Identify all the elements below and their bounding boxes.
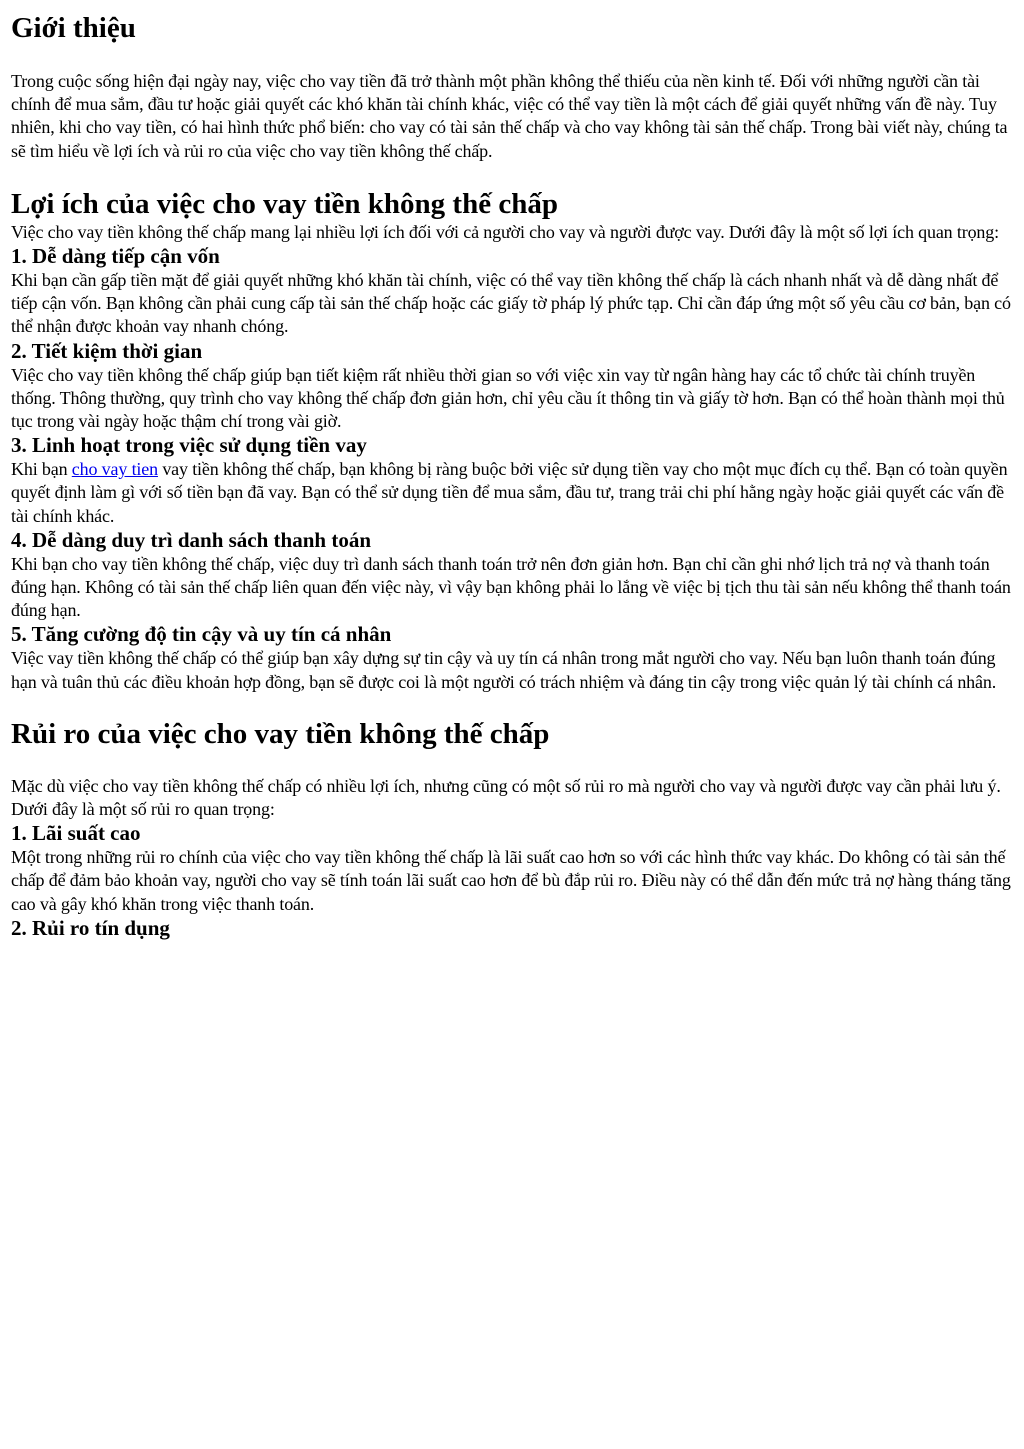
- benefit-3-text-after: vay tiền không thế chấp, bạn không bị ràng buộc bởi việc sử dụng tiền vay cho một mục đích cụ thể. Bạn có toàn quyền quyết định làm gì với số tiền bạn đã vay. Bạn có thể sử dụng tiền để mua sắm, đầu tư, trang trải chi phí hằng ngày hoặc giải quyết các vấn đề tài chính khác.: [11, 459, 1008, 526]
- benefit-1-text: Khi bạn cần gấp tiền mặt để giải quyết những khó khăn tài chính, việc có thể vay tiền không thế chấp là cách nhanh nhất và dễ dàng nhất để tiếp cận vốn. Bạn không cần phải cung cấp tài sản thế chấp hoặc các giấy tờ pháp lý phức tạp. Chỉ cần đáp ứng một số yêu cầu cơ bản, bạn có thể nhận được khoản vay nhanh chóng.: [11, 270, 1011, 337]
- benefits-heading: Lợi ích của việc cho vay tiền không thế chấp: [11, 187, 558, 220]
- benefit-1-title: 1. Dễ dàng tiếp cận vốn: [11, 244, 220, 269]
- risks-paragraph: Mặc dù việc cho vay tiền không thế chấp có nhiều lợi ích, nhưng cũng có một số rủi ro mà người cho vay và người được vay cần phải lưu ý. Dưới đây là một số rủi ro quan trọng:: [11, 775, 1001, 820]
- benefits-paragraph: Việc cho vay tiền không thế chấp mang lại nhiều lợi ích đối với cả người cho vay và người được vay. Dưới đây là một số lợi ích quan trọng:: [11, 221, 999, 242]
- benefit-5-text: Việc vay tiền không thế chấp có thể giúp bạn xây dựng sự tin cậy và uy tín cá nhân trong mắt người cho vay. Nếu bạn luôn thanh toán đúng hạn và tuân thủ các điều khoản hợp đồng, bạn sẽ được coi là một người có trách nhiệm và đáng tin cậy trong việc quản lý tài chính cá nhân.: [11, 648, 997, 692]
- benefit-4-text: Khi bạn cho vay tiền không thế chấp, việc duy trì danh sách thanh toán trở nên đơn giản hơn. Bạn chỉ cần ghi nhớ lịch trả nợ và thanh toán đúng hạn. Không có tài sản thế chấp liên quan đến việc này, vì vậy bạn không phải lo lắng về việc bị tịch thu tài sản nếu không thể thanh toán đúng hạn.: [11, 553, 1011, 621]
- benefit-2-title: 2. Tiết kiệm thời gian: [11, 338, 203, 363]
- benefit-3-title: 3. Linh hoạt trong việc sử dụng tiền vay: [11, 433, 367, 458]
- benefit-3-text-before: Khi bạn: [11, 459, 72, 480]
- benefit-3-text: [11, 458, 1013, 528]
- benefit-2-text: Việc cho vay tiền không thế chấp giúp bạn tiết kiệm rất nhiều thời gian so với việc xin vay từ ngân hàng hay các tổ chức tài chính truyền thống. Thông thường, quy trình cho vay không thế chấp đơn giản hơn, chỉ yêu cầu ít thông tin và giấy tờ hơn. Bạn có thể hoàn thành mọi thủ tục trong vài ngày hoặc thậm chí trong vài giờ.: [11, 364, 1005, 432]
- risks-heading: Rủi ro của việc cho vay tiền không thế chấp: [11, 717, 550, 750]
- risk-1-title: 1. Lãi suất cao: [11, 821, 141, 846]
- cho-vay-tien-link[interactable]: cho vay tien: [71, 459, 158, 480]
- risk-2-title: 2. Rủi ro tín dụng: [11, 915, 170, 940]
- benefit-4-title: 4. Dễ dàng duy trì danh sách thanh toán: [11, 527, 372, 552]
- intro-paragraph: Trong cuộc sống hiện đại ngày nay, việc cho vay tiền đã trở thành một phần không thể thiếu của nền kinh tế. Đối với những người cần tài chính để mua sắm, đầu tư hoặc giải quyết các khó khăn tài chính khác, việc có thể vay tiền là một cách để giải quyết những vấn đề này. Tuy nhiên, khi cho vay tiền, có hai hình thức phổ biến: cho vay có tài sản thế chấp và cho vay không tài sản thế chấp. Trong bài viết này, chúng ta sẽ tìm hiểu về lợi ích và rủi ro của việc cho vay tiền không thế chấp.: [11, 71, 1008, 161]
- benefit-5-title: 5. Tăng cường độ tin cậy và uy tín cá nhân: [11, 622, 392, 647]
- risk-1-text: Một trong những rủi ro chính của việc cho vay tiền không thế chấp là lãi suất cao hơn so với các hình thức vay khác. Do không có tài sản thế chấp để đảm bảo khoản vay, người cho vay sẽ tính toán lãi suất cao hơn để bù đắp rủi ro. Điều này có thể dẫn đến mức trả nợ hàng tháng tăng cao và gây khó khăn trong việc thanh toán.: [11, 847, 1011, 914]
- intro-heading: Giới thiệu: [11, 12, 136, 44]
